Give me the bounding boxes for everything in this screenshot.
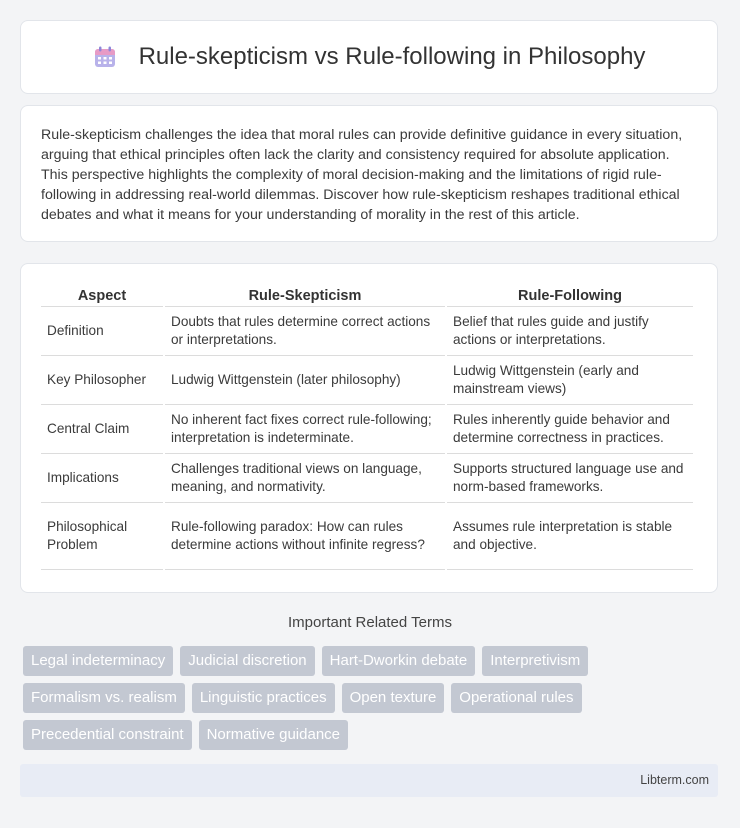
calendar-icon xyxy=(93,45,117,69)
tag-judicial-discretion[interactable]: Judicial discretion xyxy=(180,646,314,676)
title-card xyxy=(20,20,718,94)
tag-normative-guidance[interactable]: Normative guidance xyxy=(199,720,348,750)
row-aspect: Implications xyxy=(41,454,163,503)
row-rule-skepticism: Rule-following paradox: How can rules determine actions without infinite regress? xyxy=(165,503,445,570)
table-header-row xyxy=(41,284,693,307)
tag-operational-rules[interactable]: Operational rules xyxy=(451,683,581,713)
tag-linguistic-practices[interactable]: Linguistic practices xyxy=(192,683,335,713)
related-terms-title: Important Related Terms xyxy=(288,614,452,631)
comparison-table-card xyxy=(20,263,718,593)
table-row xyxy=(41,307,693,356)
footer xyxy=(20,764,718,797)
row-aspect: Central Claim xyxy=(41,405,163,454)
row-rule-skepticism: No inherent fact fixes correct rule-following; interpretation is indeterminate. xyxy=(165,405,445,454)
table-row xyxy=(41,356,693,405)
tag-legal-indeterminacy[interactable]: Legal indeterminacy xyxy=(23,646,173,676)
row-rule-following: Supports structured language use and norm-based frameworks. xyxy=(447,454,693,503)
row-rule-following: Rules inherently guide behavior and determine correctness in practices. xyxy=(447,405,693,454)
row-aspect: Key Philosopher xyxy=(41,356,163,405)
related-terms-tags xyxy=(23,646,723,757)
row-aspect: Definition xyxy=(41,307,163,356)
page-title: Rule-skepticism vs Rule-following in Philosophy xyxy=(138,43,646,70)
table-row xyxy=(41,405,693,454)
row-rule-skepticism: Challenges traditional views on language, meaning, and normativity. xyxy=(165,454,445,503)
table-row xyxy=(41,503,693,570)
header-rule-following: Rule-Following xyxy=(447,284,693,307)
row-rule-following: Ludwig Wittgenstein (early and mainstream views) xyxy=(447,356,693,405)
footer-brand-link[interactable]: Libterm.com xyxy=(640,773,709,787)
header-aspect: Aspect xyxy=(41,284,163,307)
tag-interpretivism[interactable]: Interpretivism xyxy=(482,646,588,676)
tag-formalism-vs-realism[interactable]: Formalism vs. realism xyxy=(23,683,185,713)
intro-paragraph: Rule-skepticism challenges the idea that moral rules can provide definitive guidance in every situation, arguing that ethical principles often lack the clarity and consistency required for absolute application. This perspective highlights the complexity of moral decision-making and the limitations of rigid rule-following in addressing real-world dilemmas. Discover how rule-skepticism reshapes traditional ethical debates and what it means for your understanding of morality in the rest of this article. xyxy=(41,127,683,223)
row-rule-skepticism: Doubts that rules determine correct actions or interpretations. xyxy=(165,307,445,356)
row-rule-following: Assumes rule interpretation is stable and objective. xyxy=(447,503,693,570)
tag-hart-dworkin-debate[interactable]: Hart-Dworkin debate xyxy=(322,646,476,676)
row-aspect: Philosophical Problem xyxy=(41,503,163,570)
tag-precedential-constraint[interactable]: Precedential constraint xyxy=(23,720,192,750)
tag-open-texture[interactable]: Open texture xyxy=(342,683,445,713)
table-row xyxy=(41,454,693,503)
tag-row xyxy=(23,683,723,713)
tag-row xyxy=(23,720,723,750)
intro-card xyxy=(20,105,718,242)
row-rule-following: Belief that rules guide and justify actions or interpretations. xyxy=(447,307,693,356)
header-rule-skepticism: Rule-Skepticism xyxy=(165,284,445,307)
tag-row xyxy=(23,646,723,676)
row-rule-skepticism: Ludwig Wittgenstein (later philosophy) xyxy=(165,356,445,405)
comparison-table xyxy=(39,284,695,570)
